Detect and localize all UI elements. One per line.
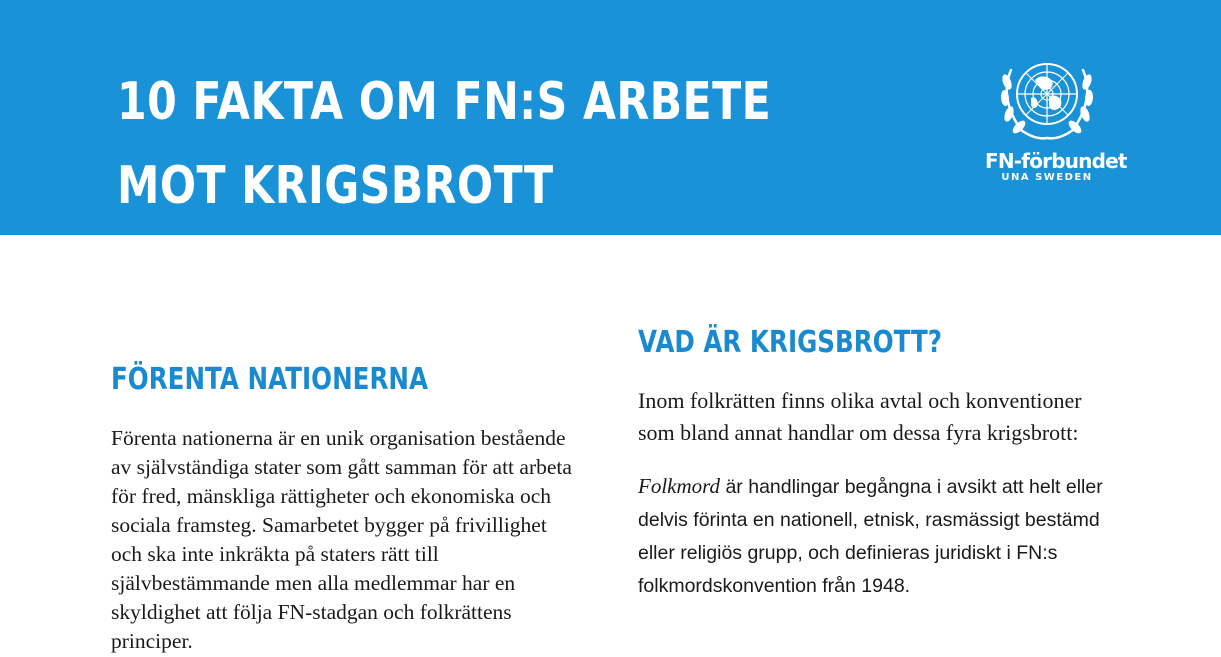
united-nations-paragraph: Förenta nationerna är en unik organisation bestående av självständiga stater som gått samman för att arbeta för fred, mänskliga rättigheter och ekonomiska och sociala framsteg. Samarbetet bygger på frivillighet och ska inte inkräkta på staters rätt till självbestämmande men alla medlemmar har en skyldighet att följa FN-stadgan och folkrättens principer. [111,426,572,653]
section-heading-united-nations: FÖRENTA NATIONERNA [111,362,429,397]
logo [985,50,1127,190]
definition-text: är handlingar begångna i avsikt att helt eller delvis förinta en nationell, etnisk, rasmässigt bestämd eller religiös grupp, och definieras juridiskt i FN:s folkmordskonvention från 1948. [638,476,1103,597]
logo-subtitle: UNA SWEDEN [1001,172,1093,183]
definition-term: Folkmord [638,474,721,498]
war-crimes-intro: Inom folkrätten finns olika avtal och konventioner som bland annat handlar om dessa fyra krigsbrott: [638,388,1082,445]
genocide-definition [638,470,1118,603]
un-emblem-icon [991,50,1103,146]
header-banner [0,0,1221,235]
page-title: 10 FAKTA OM FN:S ARBETE MOT KRIGSBROTT [117,72,772,216]
logo-name: FN-förbundet [985,149,1127,173]
section-heading-war-crimes: VAD ÄR KRIGSBROTT? [638,325,943,360]
